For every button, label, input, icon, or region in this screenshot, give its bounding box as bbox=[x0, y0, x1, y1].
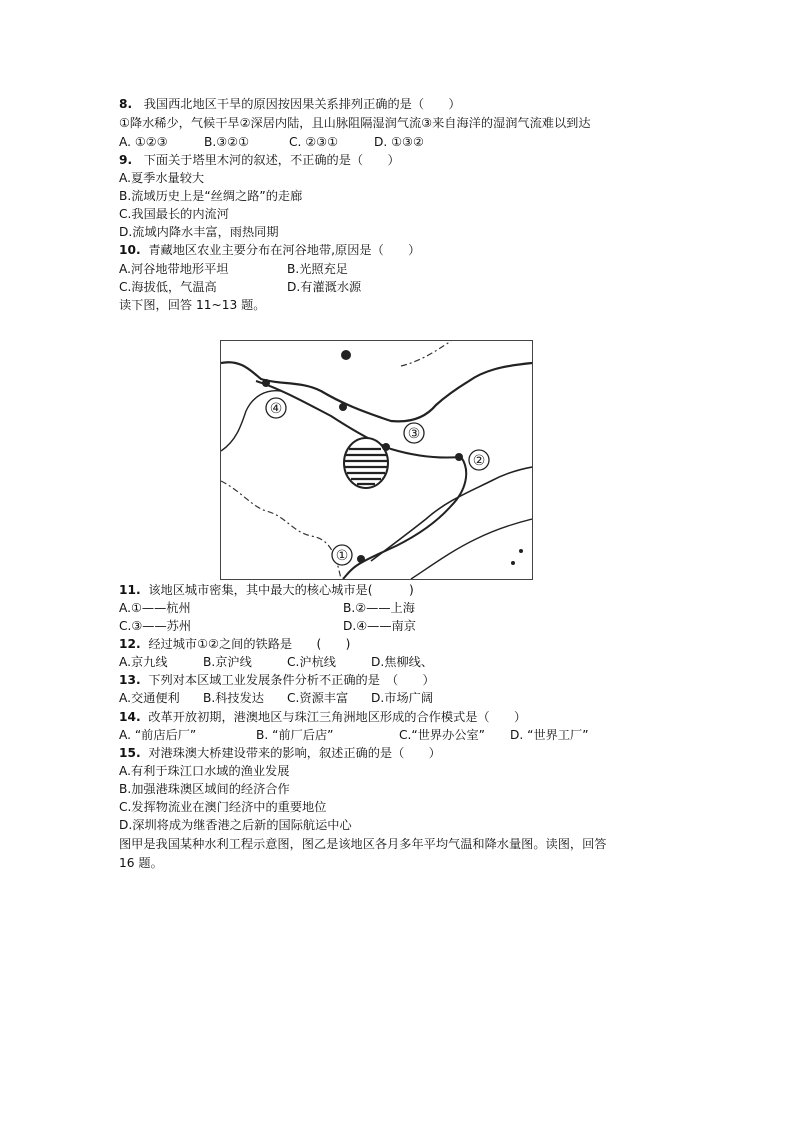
q12-option-d[interactable]: D.焦柳线、 bbox=[371, 655, 434, 669]
q10-option-a[interactable]: A.河谷地带地形平坦 bbox=[119, 262, 229, 276]
city-dot bbox=[262, 379, 270, 387]
q13-option-d[interactable]: D.市场广阔 bbox=[371, 691, 434, 705]
label-2-text: ② bbox=[472, 453, 486, 469]
label-4-text: ④ bbox=[269, 401, 283, 417]
q8-option-b[interactable]: B.③②① bbox=[204, 135, 250, 149]
q15-stem-text: 对港珠澳大桥建设带来的影响，叙述正确的是（ ） bbox=[148, 746, 441, 760]
island-dot bbox=[519, 549, 523, 553]
map-label-4 bbox=[266, 398, 286, 418]
q8-stem-text: 我国西北地区干旱的原因按因果关系排列正确的是（ ） bbox=[143, 97, 461, 111]
q12-stem bbox=[119, 636, 350, 653]
q10-option-d[interactable]: D.有灌溉水源 bbox=[287, 280, 362, 294]
q10-option-c[interactable]: C.海拔低，气温高 bbox=[119, 280, 217, 294]
map-label-1 bbox=[332, 545, 352, 565]
q9-option-b[interactable]: B.流域历史上是“丝绸之路”的走廊 bbox=[119, 189, 303, 203]
read-instruction-16-line1: 图甲是我国某种水利工程示意图，图乙是该地区各月多年平均气温和降水量图。读图，回答 bbox=[119, 837, 607, 851]
q8-option-c[interactable]: C. ②③① bbox=[289, 135, 339, 149]
q12-option-c[interactable]: C.沪杭线 bbox=[287, 655, 336, 669]
q13-option-a[interactable]: A.交通便利 bbox=[119, 691, 180, 705]
q11-option-a[interactable]: A.①——杭州 bbox=[119, 601, 191, 615]
q15-stem bbox=[119, 745, 441, 762]
q11-stem bbox=[119, 582, 414, 599]
q9-option-d[interactable]: D.流域内降水丰富，雨热同期 bbox=[119, 225, 279, 239]
q9-stem bbox=[119, 152, 400, 169]
province-border-2 bbox=[401, 341, 451, 366]
q8-stem bbox=[119, 96, 461, 113]
q9-stem-text: 下面关于塔里木河的叙述，不正确的是（ ） bbox=[143, 153, 400, 167]
q13-number: 13. bbox=[119, 673, 141, 687]
q11-number: 11. bbox=[119, 583, 141, 597]
q14-option-a[interactable]: A. “前店后厂” bbox=[119, 728, 197, 742]
city-dot bbox=[455, 453, 463, 461]
read-instruction-11-13: 读下图，回答 11~13 题。 bbox=[119, 298, 266, 312]
island-dot bbox=[511, 561, 515, 565]
yangtze-delta-map bbox=[220, 340, 533, 580]
q15-option-a[interactable]: A.有利于珠江口水域的渔业发展 bbox=[119, 764, 290, 778]
q13-stem bbox=[119, 672, 435, 689]
lake-taihu bbox=[344, 438, 388, 488]
q11-option-c[interactable]: C.③——苏州 bbox=[119, 619, 192, 633]
q9-option-c[interactable]: C.我国最长的内流河 bbox=[119, 207, 229, 221]
q10-stem-text: 青藏地区农业主要分布在河谷地带,原因是（ ） bbox=[148, 243, 421, 257]
label-3-text: ③ bbox=[407, 426, 421, 442]
q13-option-b[interactable]: B.科技发达 bbox=[203, 691, 264, 705]
q15-option-d[interactable]: D.深圳将成为继香港之后新的国际航运中心 bbox=[119, 818, 352, 832]
q11-stem-text: 该地区城市密集，其中最大的核心城市是( ) bbox=[148, 583, 414, 597]
q10-stem bbox=[119, 242, 420, 259]
q14-number: 14. bbox=[119, 710, 141, 724]
q15-number: 15. bbox=[119, 746, 141, 760]
q9-number: 9. bbox=[119, 153, 133, 167]
label-1-text: ① bbox=[335, 548, 349, 564]
q10-number: 10. bbox=[119, 243, 141, 257]
q8-number: 8. bbox=[119, 97, 133, 111]
q12-number: 12. bbox=[119, 637, 141, 651]
q8-option-d[interactable]: D. ①③② bbox=[374, 135, 424, 149]
q11-option-b[interactable]: B.②——上海 bbox=[343, 601, 415, 615]
q14-option-d[interactable]: D. “世界工厂” bbox=[510, 728, 589, 742]
q13-stem-text: 下列对本区域工业发展条件分析不正确的是 （ ） bbox=[148, 673, 435, 687]
q8-option-a[interactable]: A. ①②③ bbox=[119, 135, 168, 149]
q12-stem-text: 经过城市①②之间的铁路是 ( ) bbox=[148, 637, 351, 651]
q14-option-c[interactable]: C.“世界办公室” bbox=[399, 728, 485, 742]
q14-stem bbox=[119, 709, 526, 726]
q9-option-a[interactable]: A.夏季水量较大 bbox=[119, 171, 205, 185]
q10-option-b[interactable]: B.光照充足 bbox=[287, 262, 348, 276]
city-dot bbox=[341, 350, 351, 360]
q12-option-b[interactable]: B.京沪线 bbox=[203, 655, 252, 669]
city-dot bbox=[382, 443, 390, 451]
q14-option-b[interactable]: B. “前厂后店” bbox=[256, 728, 334, 742]
q13-option-c[interactable]: C.资源丰富 bbox=[287, 691, 349, 705]
coast-outer bbox=[411, 519, 532, 579]
city-dot bbox=[357, 555, 365, 563]
map-label-3 bbox=[404, 423, 424, 443]
map-label-2 bbox=[469, 450, 489, 470]
province-border bbox=[221, 481, 341, 579]
q14-stem-text: 改革开放初期，港澳地区与珠江三角洲地区形成的合作模式是（ ） bbox=[148, 710, 527, 724]
read-instruction-16-line2: 16 题。 bbox=[119, 856, 163, 870]
q8-sub: ①降水稀少，气候干旱②深居内陆，且山脉阻隔湿润气流③来自海洋的湿润气流难以到达 bbox=[119, 116, 591, 130]
city-dot bbox=[339, 403, 347, 411]
q15-option-c[interactable]: C.发挥物流业在澳门经济中的重要地位 bbox=[119, 800, 327, 814]
q12-option-a[interactable]: A.京九线 bbox=[119, 655, 168, 669]
q11-option-d[interactable]: D.④——南京 bbox=[343, 619, 416, 633]
q15-option-b[interactable]: B.加强港珠澳区域间的经济合作 bbox=[119, 782, 290, 796]
